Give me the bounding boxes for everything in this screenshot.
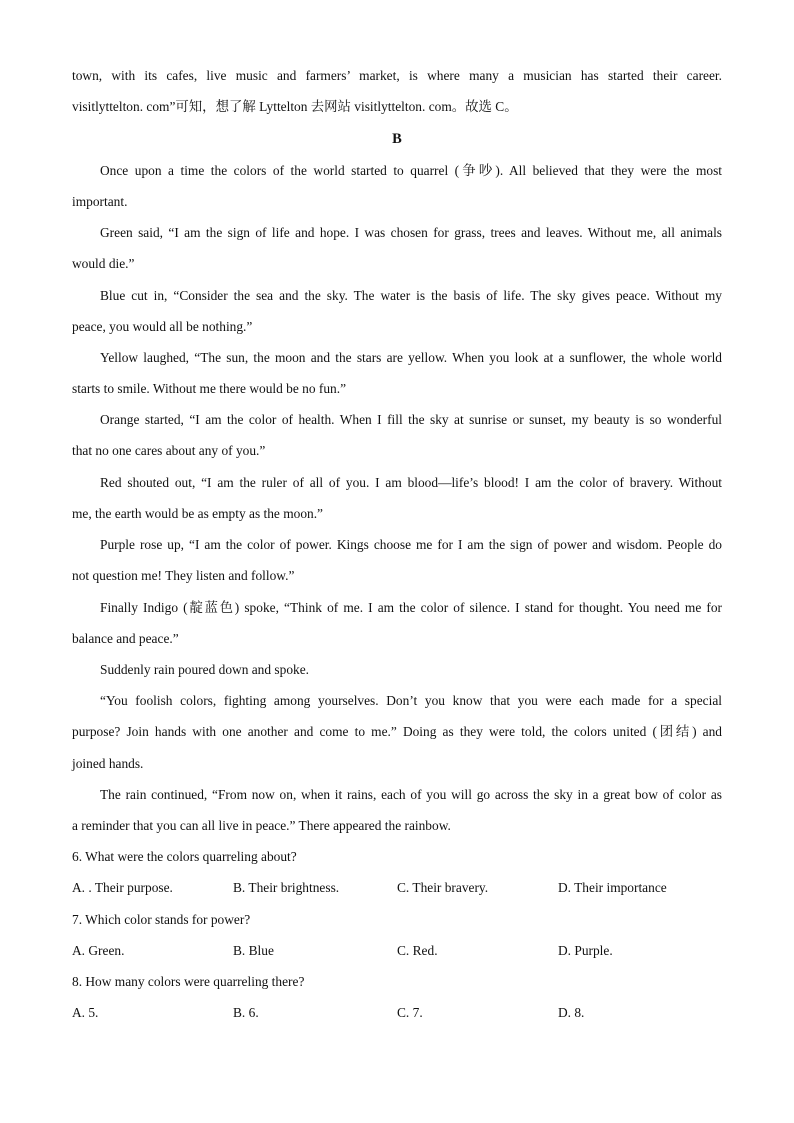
question-stem: 8. How many colors were quarreling there? — [72, 974, 305, 989]
paragraph-3-line-2: peace, you would all be nothing.” — [72, 319, 253, 334]
paragraph-4-line-1: Yellow laughed, “The sun, the moon and the stars are yellow. When you look at a sunflower, the whole world — [100, 350, 722, 365]
paragraph-11-line-2: a reminder that you can all live in peace.” There appeared the rainbow. — [72, 818, 451, 833]
option-d: D. 8. — [558, 1005, 585, 1020]
paragraph-8-line-1: Finally Indigo (靛蓝色) spoke, “Think of me. I am the color of silence. I stand for thought. You need me for — [100, 600, 722, 615]
paragraph-6-line-2: me, the earth would be as empty as the moon.” — [72, 506, 324, 521]
option-c: C. 7. — [397, 1005, 423, 1020]
option-d: D. Their importance — [558, 880, 667, 895]
option-a: A. . Their purpose. — [72, 880, 173, 895]
paragraph-2-line-2: would die.” — [72, 256, 135, 271]
option-c: C. Their bravery. — [397, 880, 489, 895]
paragraph-9-line-1: Suddenly rain poured down and spoke. — [100, 662, 310, 677]
paragraph-10-line-1: “You foolish colors, fighting among yourselves. Don’t you know that you were each made for a special — [100, 693, 722, 708]
section-heading: B — [392, 131, 402, 147]
paragraph-1-line-1: Once upon a time the colors of the world started to quarrel (争吵). All believed that they were the most — [100, 163, 722, 178]
paragraph-10-line-3: joined hands. — [72, 756, 144, 771]
intro-line-2: visitlyttelton. com”可知，想了解 Lyttelton 去网站 visitlyttelton. com。故选 C。 — [72, 99, 518, 114]
paragraph-7-line-1: Purple rose up, “I am the color of power. Kings choose me for I am the sign of power and wisdom. People do — [100, 537, 722, 552]
paragraph-5-line-1: Orange started, “I am the color of health. When I fill the sky at sunrise or sunset, my beauty is so wonderful — [100, 412, 722, 427]
paragraph-1-line-2: important. — [72, 194, 128, 209]
paragraph-11-line-1: The rain continued, “From now on, when it rains, each of you will go across the sky in a great bow of color as — [100, 787, 722, 802]
option-a: A. 5. — [72, 1005, 99, 1020]
option-b: B. 6. — [233, 1005, 259, 1020]
paragraph-3-line-1: Blue cut in, “Consider the sea and the sky. The water is the basis of life. The sky gives peace. Without my — [100, 288, 722, 303]
question-stem: 7. Which color stands for power? — [72, 912, 251, 927]
question-stem: 6. What were the colors quarreling about? — [72, 849, 297, 864]
paragraph-5-line-2: that no one cares about any of you.” — [72, 443, 266, 458]
paragraph-10-line-2: purpose? Join hands with one another and come to me.” Doing as they were told, the colors united (团结) and — [72, 724, 722, 739]
paragraph-2-line-1: Green said, “I am the sign of life and hope. I was chosen for grass, trees and leaves. Without me, all animals — [100, 225, 722, 240]
intro-line-1: town, with its cafes, live music and farmers’ market, is where many a musician has started their career. — [72, 68, 722, 83]
paragraph-6-line-1: Red shouted out, “I am the ruler of all of you. I am blood—life’s blood! I am the color of bravery. Without — [100, 475, 722, 490]
paragraph-8-line-2: balance and peace.” — [72, 631, 179, 646]
paragraph-4-line-2: starts to smile. Without me there would be no fun.” — [72, 381, 347, 396]
option-a: A. Green. — [72, 943, 125, 958]
option-b: B. Their brightness. — [233, 880, 340, 895]
option-c: C. Red. — [397, 943, 438, 958]
paragraph-7-line-2: not question me! They listen and follow.” — [72, 568, 295, 583]
option-d: D. Purple. — [558, 943, 613, 958]
option-b: B. Blue — [233, 943, 274, 958]
